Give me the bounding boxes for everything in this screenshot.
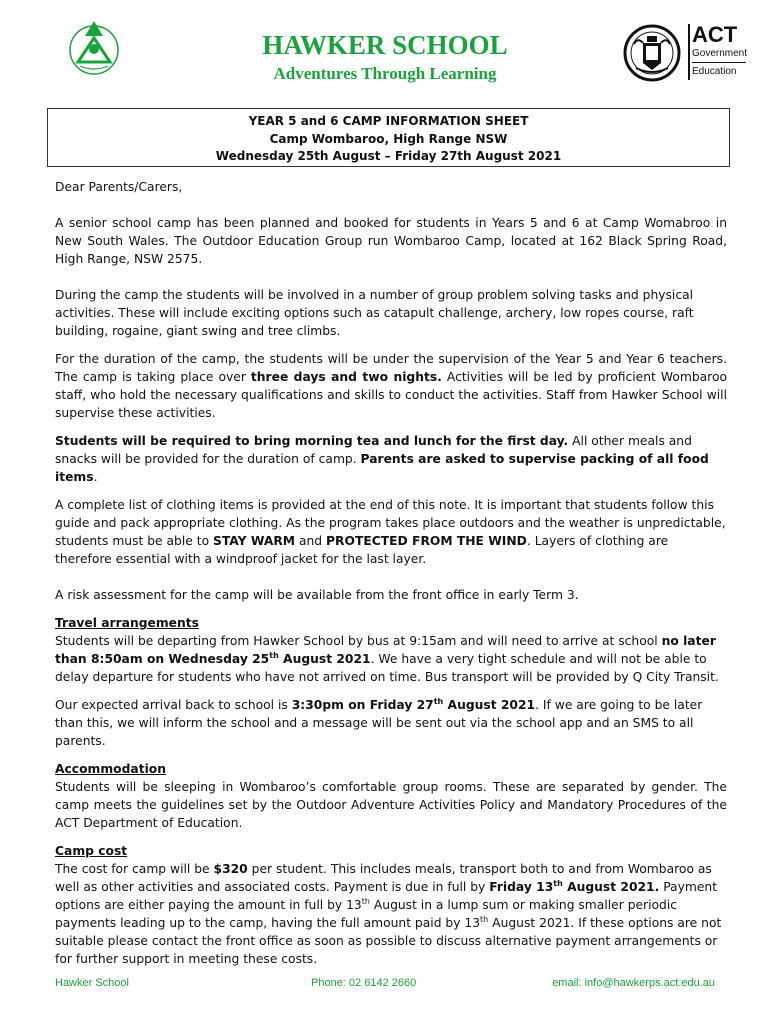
- text-span: .: [93, 470, 98, 484]
- emphasis-date: August 2021: [278, 652, 371, 666]
- text-span: and: [295, 534, 327, 548]
- paragraph-clothing: [55, 496, 727, 568]
- text-span: Our expected arrival back to school is: [55, 698, 292, 712]
- text-span: . We have a very tight schedule and will not be able to delay departure for students who have not arrived on time. Bus transport will be provided by Q City Transit.: [55, 652, 719, 684]
- logo-rule: [692, 62, 746, 63]
- info-location: Camp Wombaroo, High Range NSW: [269, 131, 508, 146]
- text-span: . If we are going to be later than this, we will inform the school and a message will be sent out via the school app and an SMS to all parents.: [55, 698, 703, 748]
- paragraph-travel-departure: [55, 632, 727, 686]
- paragraph-camp-booking: A senior school camp has been planned and booked for students in Years 5 and 6 at Camp Womabroo in New South Wales. The Outdoor Education Group run Wombaroo Camp, located at 162 Black Spring Road, High Range, NSW 2575.: [55, 216, 727, 266]
- text-span: per student. This includes meals, transport both to and from Wombaroo as well as other activities and associated costs. Payment is due in full by: [55, 862, 712, 894]
- school-name: HAWKER SCHOOL: [262, 30, 508, 60]
- act-logo-line3: Education: [692, 66, 737, 77]
- info-title: YEAR 5 and 6 CAMP INFORMATION SHEET: [248, 114, 529, 128]
- heading-travel: Travel arrangements: [55, 616, 199, 630]
- ordinal-suffix: th: [269, 650, 279, 660]
- letter-body: [55, 178, 727, 968]
- page-footer: [55, 977, 727, 993]
- text-span: A complete list of clothing items is provided at the end of this note. It is important that students follow this guide and pack appropriate clothing. As the program takes place outdoors and the weather is unpredictable, students must be able to: [55, 498, 726, 548]
- act-government-logo: [622, 22, 748, 84]
- text-span: August in a lump sum or making smaller periodic payments leading up to the camp, having the full amount paid by 13: [55, 898, 678, 930]
- text-span: August 2021. If these options are not suitable please contact the front office as soon as possible to discuss alternative payment arrangements or for further support in meeting these costs.: [55, 916, 722, 966]
- text-span: Activities will be led by proficient Wombaroo staff, who hold the necessary qualifications and skills to conduct the activities. Staff from Hawker School will supervise these activities.: [55, 370, 727, 420]
- paragraph-activities: During the camp the students will be involved in a number of group problem solving tasks and physical activities. These will include exciting options such as catapult challenge, archery, low ropes course, raft building, rogaine, giant swing and tree climbs.: [55, 288, 694, 338]
- ordinal-suffix: th: [480, 914, 489, 924]
- paragraph-travel-return: [55, 696, 727, 750]
- text-span: All other meals and snacks will be provided for the duration of camp.: [55, 434, 692, 466]
- emphasis-packing: Parents are asked to supervise packing of all food items: [55, 452, 709, 484]
- text-span: For the duration of the camp, the students will be under the supervision of the Year 5 and Year 6 teachers. The camp is taking place over: [55, 352, 727, 384]
- text-span: . Layers of clothing are therefore essential with a windproof jacket for the last layer.: [55, 534, 669, 566]
- greeting: Dear Parents/Carers,: [55, 180, 183, 194]
- coat-of-arms-icon: [622, 22, 682, 84]
- emphasis-food-first-day: Students will be required to bring morning tea and lunch for the first day.: [55, 434, 569, 448]
- emphasis-return-time: 3:30pm on Friday 27: [291, 698, 434, 712]
- footer-phone: Phone: 02 6142 2660: [311, 977, 417, 989]
- footer-school: Hawker School: [55, 977, 129, 989]
- paragraph-food: [55, 432, 727, 486]
- emphasis-date: August 2021: [443, 698, 536, 712]
- emphasis-arrival-time: no later than 8:50am on Wednesday 25: [55, 634, 716, 666]
- emphasis-due-date: August 2021.: [562, 880, 660, 894]
- camp-info-box: [47, 108, 730, 167]
- paragraph-supervision: [55, 350, 727, 422]
- emphasis-duration: three days and two nights.: [250, 370, 442, 384]
- info-dates: Wednesday 25th August – Friday 27th August 2021: [215, 149, 562, 163]
- text-span: Students will be departing from Hawker School by bus at 9:15am and will need to arrive at school: [55, 634, 662, 648]
- emphasis-cost: $320: [213, 862, 248, 876]
- school-motto: Adventures Through Learning: [273, 64, 497, 83]
- emphasis-stay-warm: STAY WARM: [213, 534, 296, 548]
- ordinal-suffix: th: [361, 896, 370, 906]
- text-span: The cost for camp will be: [55, 862, 214, 876]
- ordinal-suffix: th: [553, 878, 563, 888]
- paragraph-accommodation: Students will be sleeping in Wombaroo’s comfortable group rooms. These are separated by gender. The camp meets the guidelines set by the Outdoor Adventure Activities Policy and Mandatory Procedures of the ACT Department of Education.: [55, 780, 727, 830]
- act-logo-line1: ACT: [692, 22, 738, 47]
- paragraph-camp-cost: [55, 860, 727, 968]
- emphasis-protected-wind: PROTECTED FROM THE WIND: [326, 534, 527, 548]
- heading-accommodation: Accommodation: [55, 762, 167, 776]
- act-logo-line2: Government: [692, 48, 748, 59]
- emphasis-due-date: Friday 13: [489, 880, 554, 894]
- heading-camp-cost: Camp cost: [55, 844, 128, 858]
- paragraph-risk-assessment: A risk assessment for the camp will be available from the front office in early Term 3.: [55, 588, 579, 602]
- ordinal-suffix: th: [433, 696, 444, 706]
- logo-divider: [688, 24, 690, 80]
- footer-email[interactable]: email: info@hawkerps.act.edu.au: [552, 977, 715, 989]
- text-span: Payment options are either paying the amount in full by 13: [55, 880, 718, 912]
